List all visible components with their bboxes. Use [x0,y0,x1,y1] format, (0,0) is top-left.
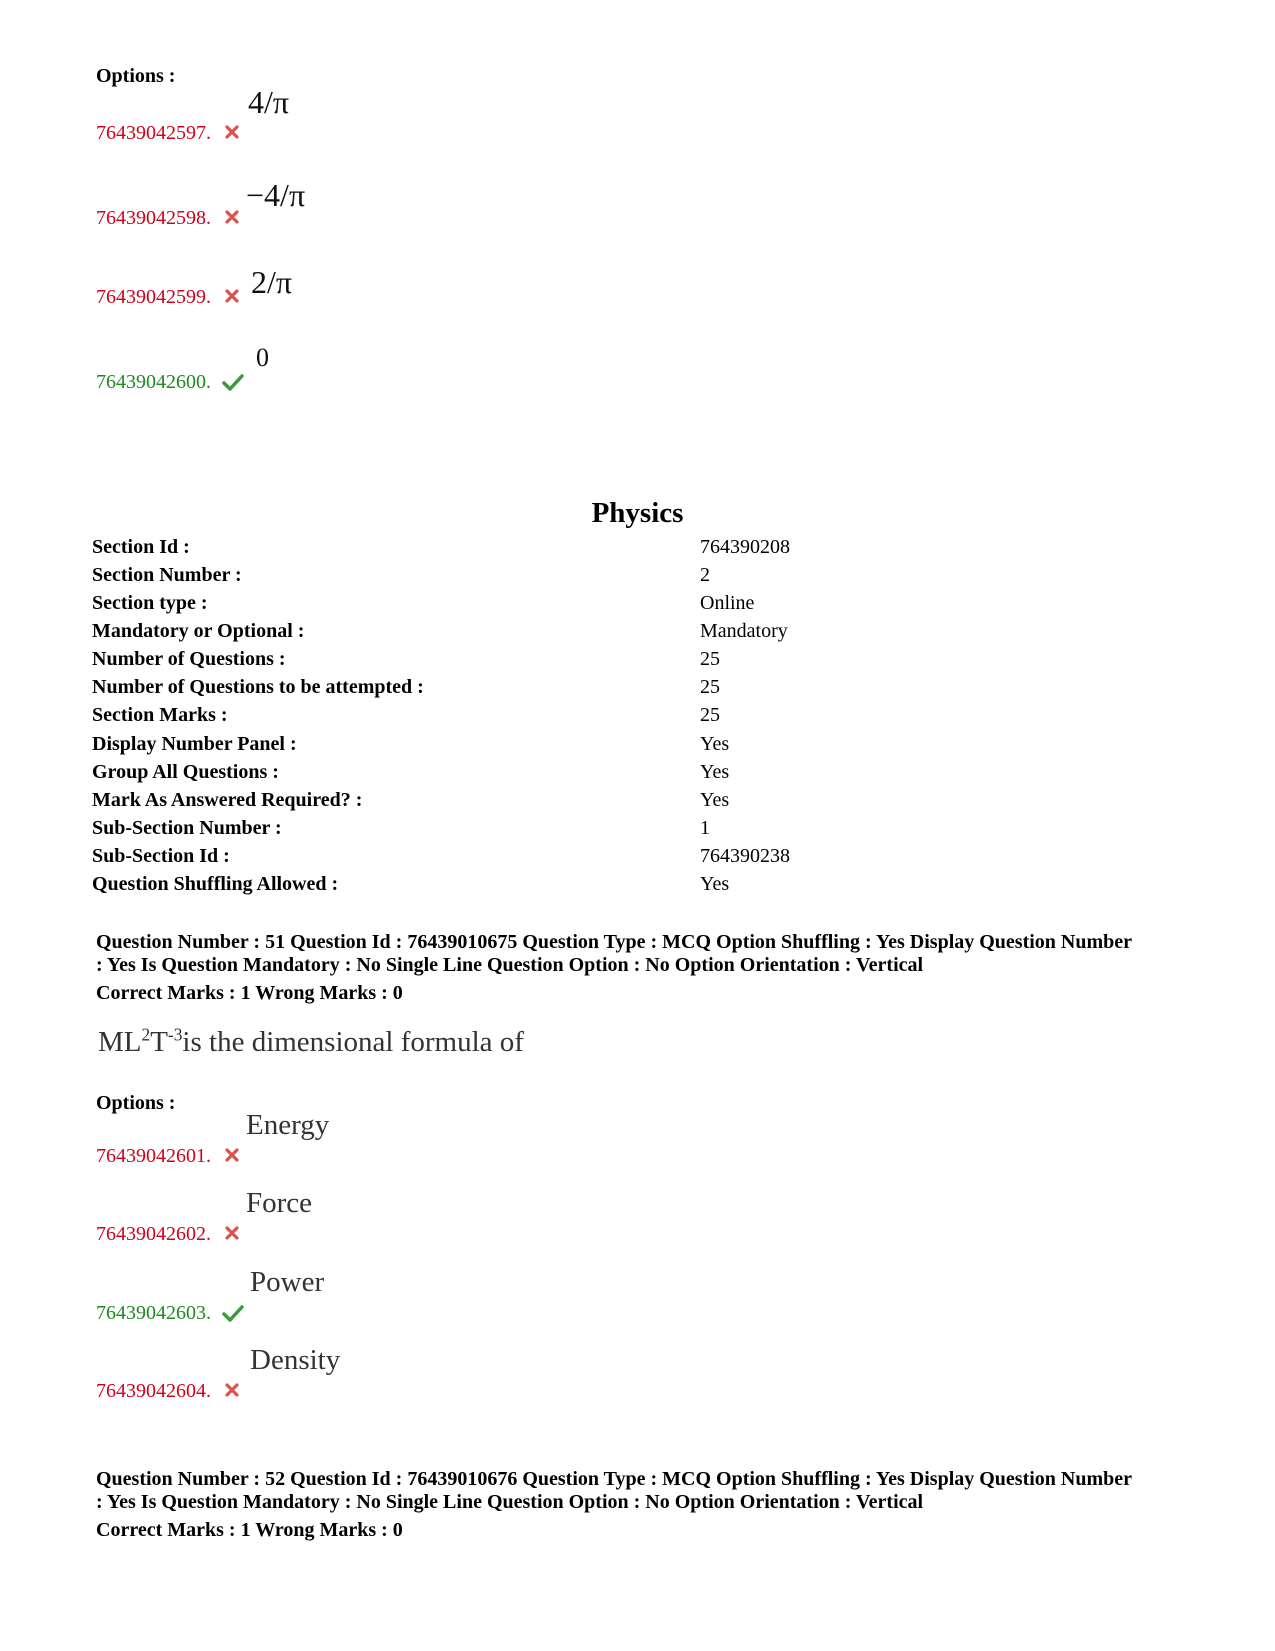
option-content: Energy [246,1109,330,1141]
option-row [96,1264,696,1324]
section-title: Physics [591,497,684,529]
option-content: −4/π [246,177,306,213]
info-label: Number of Questions : [92,648,286,670]
option-row [96,169,696,229]
question-meta [96,931,1186,1005]
question-meta-line: Question Number : 52 Question Id : 76439010676 Question Type : MCQ Option Shuffling : Yes Display Question Number [96,1468,1133,1490]
info-label: Question Shuffling Allowed : [92,873,339,895]
question-meta-line: : Yes Is Question Mandatory : No Single Line Question Option : No Option Orientation : Vertical [96,954,924,976]
info-row [92,564,892,592]
cross-icon [224,1147,242,1165]
question-meta-line: : Yes Is Question Mandatory : No Single Line Question Option : No Option Orientation : Vertical [96,1491,924,1513]
info-value: Online [700,592,755,614]
option-row [96,1185,696,1245]
option-row [96,84,696,144]
question-text-part: ML [98,1026,142,1058]
question-text-exponent: -3 [167,1024,183,1045]
info-value: Yes [700,873,730,895]
cross-icon [224,1382,242,1400]
info-label: Section Marks : [92,704,228,726]
option-content: Force [246,1187,313,1219]
info-value: Mandatory [700,620,788,642]
cross-icon [224,288,242,306]
options-label: Options : [96,1092,176,1114]
info-row [92,789,892,817]
info-label: Mandatory or Optional : [92,620,305,642]
option-row [96,1342,696,1402]
info-label: Sub-Section Number : [92,817,282,839]
question-marks: Correct Marks : 1 Wrong Marks : 0 [96,1519,403,1541]
info-row [92,676,892,704]
info-value: 764390238 [700,845,790,867]
option-content: 4/π [248,84,290,120]
info-row [92,817,892,845]
question-marks: Correct Marks : 1 Wrong Marks : 0 [96,982,403,1004]
option-row [96,1107,696,1167]
cross-icon [224,124,242,142]
option-id: 76439042599. [96,286,211,308]
info-row [92,704,892,732]
question-text [98,1026,524,1059]
info-label: Mark As Answered Required? : [92,789,363,811]
info-label: Section Id : [92,536,190,558]
info-row [92,592,892,620]
cross-icon [224,209,242,227]
info-row [92,845,892,873]
info-row [92,648,892,676]
info-value: Yes [700,761,730,783]
info-row [92,761,892,789]
info-row [92,733,892,761]
option-row [96,248,696,308]
info-label: Group All Questions : [92,761,279,783]
cross-icon [224,1225,242,1243]
option-content: 0 [256,343,269,372]
info-value: 25 [700,704,720,726]
info-label: Sub-Section Id : [92,845,230,867]
option-id: 76439042603. [96,1302,211,1324]
question-meta [96,1468,1186,1542]
info-value: Yes [700,789,730,811]
option-content: Density [250,1344,341,1376]
info-value: 764390208 [700,536,790,558]
options-label: Options : [96,65,176,87]
info-value: 25 [700,676,720,698]
info-value: 1 [700,817,710,839]
info-row [92,536,892,564]
option-content: 2/π [251,264,293,300]
check-icon [222,1304,244,1322]
info-label: Number of Questions to be attempted : [92,676,424,698]
info-value: Yes [700,733,730,755]
info-label: Section type : [92,592,208,614]
option-id: 76439042602. [96,1223,211,1245]
option-id: 76439042600. [96,371,211,393]
question-text-part: T [150,1026,168,1058]
option-content: Power [250,1266,325,1298]
option-row [96,333,696,393]
option-id: 76439042597. [96,122,211,144]
info-value: 25 [700,648,720,670]
option-id: 76439042598. [96,207,211,229]
question-meta-line: Question Number : 51 Question Id : 76439010675 Question Type : MCQ Option Shuffling : Yes Display Question Number [96,931,1133,953]
info-row [92,873,892,901]
question-text-exponent: 2 [141,1024,151,1045]
info-label: Section Number : [92,564,242,586]
option-id: 76439042601. [96,1145,211,1167]
check-icon [222,373,244,391]
info-row [92,620,892,648]
question-text-part: is the dimensional formula of [182,1026,524,1058]
info-label: Display Number Panel : [92,733,297,755]
info-value: 2 [700,564,710,586]
option-id: 76439042604. [96,1380,211,1402]
